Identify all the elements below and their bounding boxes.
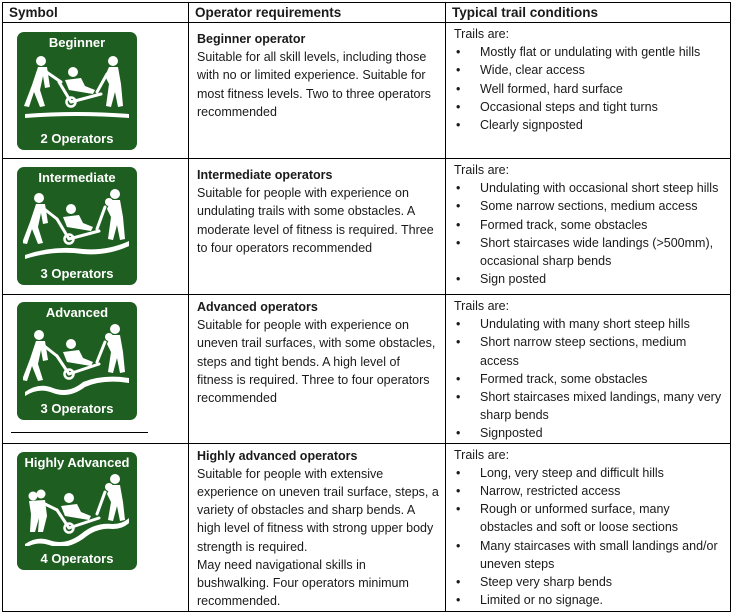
advanced-badge [17, 302, 137, 420]
conditions-cell [446, 295, 731, 444]
conditions-list [454, 179, 724, 288]
symbol-cell [3, 443, 189, 611]
badge-title: Beginner [48, 35, 106, 50]
symbol-cell [3, 23, 189, 159]
operator-heading: Highly advanced operators [197, 448, 358, 463]
list-item: • Short staircases wide landings (>500mm), occasional sharp bends [454, 234, 724, 270]
table-row-highly-advanced [3, 443, 731, 611]
list-item: • Formed track, some obstacles [454, 370, 724, 388]
trails-label: Trails are: [454, 299, 510, 313]
list-item: • Short staircases mixed landings, many very sharp bends [454, 388, 724, 424]
operator-cell [189, 159, 446, 295]
operator-description: Suitable for people with experience on uneven trail surfaces, with some obstacles, steps and tight bends. A high level of fitness is required. Three to four operators recommended [197, 318, 436, 406]
operator-heading: Intermediate operators [197, 168, 333, 182]
operator-heading: Advanced operators [197, 300, 318, 314]
list-item: • Mostly flat or undulating with gentle hills [454, 43, 724, 61]
trails-label: Trails are: [454, 27, 510, 41]
trails-label: Trails are: [454, 163, 510, 177]
list-item: • Steep very sharp bends [454, 573, 724, 591]
symbol-cell [3, 295, 189, 444]
operator-description: Suitable for people with extensive experience on uneven trail surface, steps, a variety of obstacles and sharp bends. A high level of fitness with strong upper body strength is required. [197, 466, 439, 554]
intermediate-badge [17, 167, 137, 285]
list-item: • Wide, clear access [454, 61, 724, 79]
badge-footer: 3 Operators [40, 266, 114, 281]
operator-heading: Beginner operator [197, 32, 306, 46]
divider [11, 432, 148, 433]
list-item: • Clearly signposted [454, 116, 724, 134]
list-item: • Undulating with many short steep hills [454, 315, 724, 333]
conditions-cell [446, 159, 731, 295]
table-row-beginner [3, 23, 731, 159]
four-operators-carrying-chair-icon [23, 474, 131, 546]
badge-footer: 2 Operators [40, 131, 114, 146]
list-item: • Sign posted [454, 270, 724, 288]
table-row-advanced [3, 295, 731, 444]
list-item: • Many staircases with small landings and/or uneven steps [454, 537, 724, 573]
conditions-list [454, 464, 724, 610]
operator-cell [189, 23, 446, 159]
badge-title: Highly Advanced [24, 454, 130, 470]
header-row [3, 3, 731, 23]
conditions-cell [446, 443, 731, 611]
symbol-cell [3, 159, 189, 295]
list-item: • Long, very steep and difficult hills [454, 464, 724, 482]
two-operators-carrying-chair-icon [23, 54, 131, 126]
list-item: • Undulating with occasional short steep hills [454, 179, 724, 197]
list-item: • Rough or unformed surface, many obstacles and soft or loose sections [454, 500, 724, 536]
header-symbol: Symbol [3, 3, 189, 23]
beginner-badge [17, 32, 137, 150]
operator-cell [189, 443, 446, 611]
list-item: • Formed track, some obstacles [454, 216, 724, 234]
conditions-list [454, 315, 724, 442]
conditions-cell [446, 23, 731, 159]
badge-title: Intermediate [38, 170, 116, 185]
list-item: • Occasional steps and tight turns [454, 98, 724, 116]
list-item: • Narrow, restricted access [454, 482, 724, 500]
operator-description-2: May need navigational skills in bushwalking. Four operators minimum recommended. [197, 557, 409, 609]
operator-cell [189, 295, 446, 444]
list-item: • Signposted [454, 424, 724, 442]
header-operator-requirements: Operator requirements [189, 3, 446, 23]
list-item: • Short narrow steep sections, medium access [454, 333, 724, 369]
trails-label: Trails are: [454, 447, 510, 462]
three-operators-carrying-chair-icon [23, 189, 131, 261]
list-item: • Limited or no signage. [454, 591, 724, 609]
operator-description: Suitable for all skill levels, including those with no or limited experience. Suitable for most fitness levels. Two to three operators recommended [197, 50, 431, 119]
badge-footer: 4 Operators [40, 550, 114, 566]
three-operators-carrying-chair-icon [23, 324, 131, 396]
operator-description: Suitable for people with experience on undulating trails with some obstacles. A moderate level of fitness is required. Three to four operators recommended [197, 186, 434, 255]
highly-advanced-badge [17, 452, 137, 570]
list-item: • Well formed, hard surface [454, 80, 724, 98]
table-row-intermediate [3, 159, 731, 295]
badge-title: Advanced [45, 305, 109, 320]
conditions-list [454, 43, 724, 134]
badge-footer: 3 Operators [40, 401, 114, 416]
trail-grading-table [2, 2, 731, 612]
list-item: • Some narrow sections, medium access [454, 197, 724, 215]
header-trail-conditions: Typical trail conditions [446, 3, 731, 23]
